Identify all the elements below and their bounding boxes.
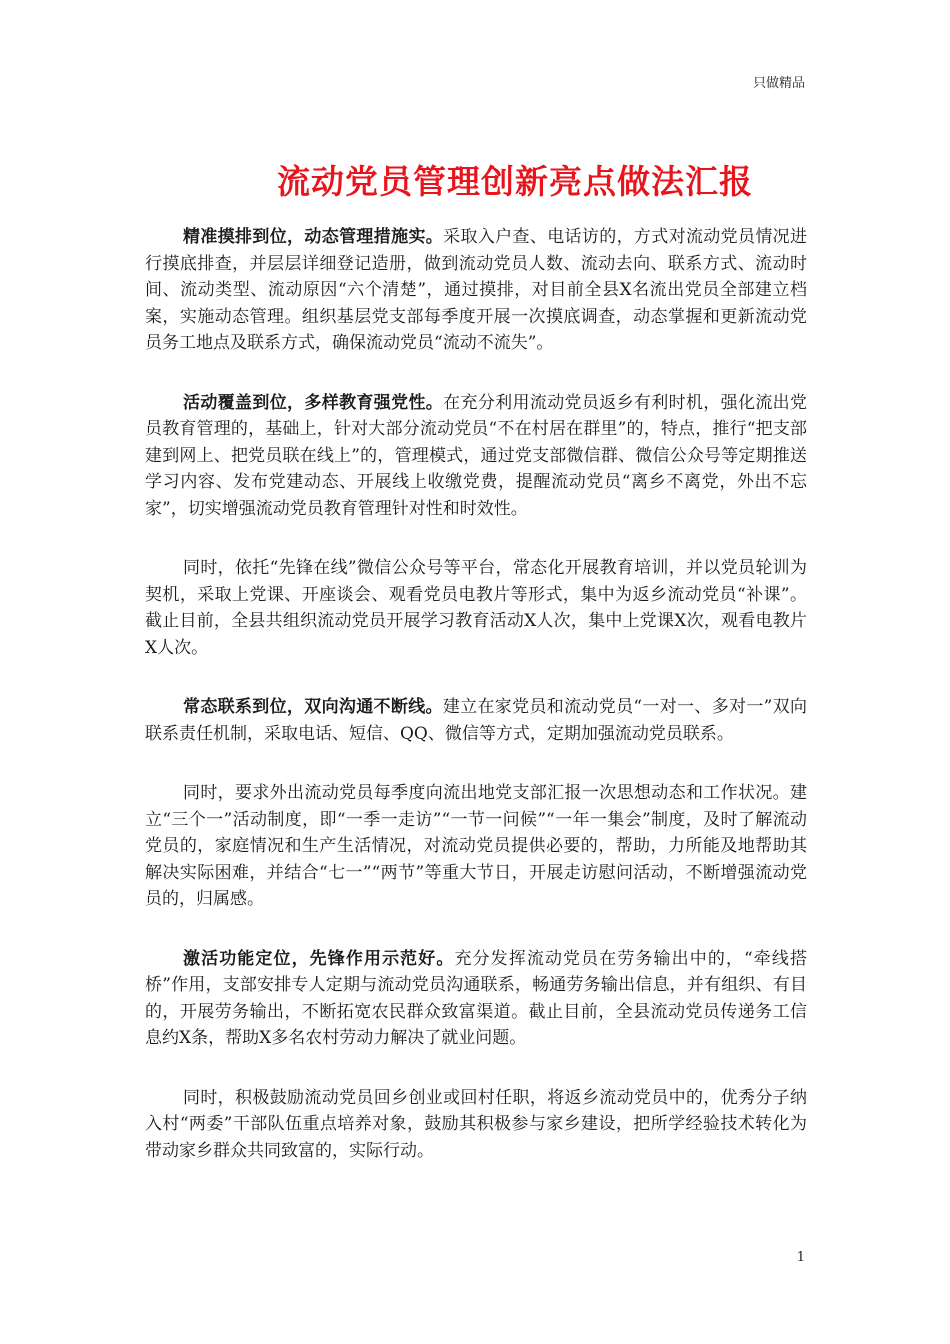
paragraph-text: 同时，依托“先锋在线”微信公众号等平台，常态化开展教育培训，并以党员轮训为契机，采取上党课、开座谈会、观看党员电教片等形式，集中为返乡流动党员“补课”。截止目前，全县共组织流动党员开展学习教育活动X人次，集中上党课X次，观看电教片X人次。: [145, 558, 807, 658]
paragraph-text: 采取入户查、电话访的，方式对流动党员情况进行摸底排查，并层层详细登记造册，做到流动党员人数、流动去向、联系方式、流动时间、流动类型、流动原因“六个清楚”，通过摸排，对目前全县X名流出党员全部建立档案，实施动态管理。组织基层党支部每季度开展一次摸底调查，动态掌握和更新流动党员务工地点及联系方式，确保流动党员“流动不流失”。: [145, 227, 808, 353]
paragraph-lead: 常态联系到位，双向沟通不断线。: [183, 697, 443, 717]
paragraph-7: [145, 1085, 807, 1165]
paragraph-text: 在充分利用流动党员返乡有利时机，强化流出党员教育管理的，基础上，针对大部分流动党员“不在村居在群里”的，特点，推行“把支部建到网上、把党员联在线上”的，管理模式，通过党支部微信群、微信公众号等定期推送学习内容、发布党建动态、开展线上收缴党费，提醒流动党员“离乡不离党，外出不忘家”，切实增强流动党员教育管理针对性和时效性。: [145, 392, 808, 519]
paragraph-2: [145, 390, 807, 523]
paragraph-6: [145, 946, 807, 1052]
paragraph-lead: 精准摸排到位，动态管理措施实。: [183, 227, 444, 247]
paragraph-text: 同时，积极鼓励流动党员回乡创业或回村任职，将返乡流动党员中的，优秀分子纳入村“两委”干部队伍重点培养对象，鼓励其积极参与家乡建设，把所学经验技术转化为带动家乡群众共同致富的，实际行动。: [145, 1087, 807, 1161]
paragraph-1: [145, 224, 807, 357]
paragraph-text: 同时，要求外出流动党员每季度向流出地党支部汇报一次思想动态和工作状况。建立“三个一”活动制度，即“一季一走访”“一节一问候”“一年一集会”制度，及时了解流动党员的，家庭情况和生产生活情况，对流动党员提供必要的，帮助，力所能及地帮助其解决实际困难，并结合“七一”“两节”等重大节日，开展走访慰问活动，不断增强流动党员的，归属感。: [145, 783, 807, 909]
header-note: 只做精品: [752, 76, 805, 91]
paragraph-3: [145, 555, 807, 661]
paragraph-4: [145, 694, 807, 747]
paragraph-lead: 活动覆盖到位，多样教育强党性。: [183, 392, 444, 413]
paragraph-lead: 激活功能定位，先锋作用示范好。: [183, 948, 455, 969]
paragraph-text: 建立在家党员和流动党员“一对一、多对一”双向联系责任机制，采取电话、短信、QQ、微信等方式，定期加强流动党员联系。: [145, 697, 807, 744]
page-number: 1: [796, 1250, 805, 1265]
document-title: 流动党员管理创新亮点做法汇报: [277, 162, 753, 201]
paragraph-text: 充分发挥流动党员在劳务输出中的，“牵线搭桥”作用，支部安排专人定期与流动党员沟通联系，畅通劳务输出信息，并有组织、有目的，开展劳务输出，不断拓宽农民群众致富渠道。截止目前，全县流动党员传递务工信息约X条，帮助X多名农村劳动力解决了就业问题。: [145, 948, 808, 1048]
document-body: [145, 224, 807, 1197]
paragraph-5: [145, 780, 807, 913]
